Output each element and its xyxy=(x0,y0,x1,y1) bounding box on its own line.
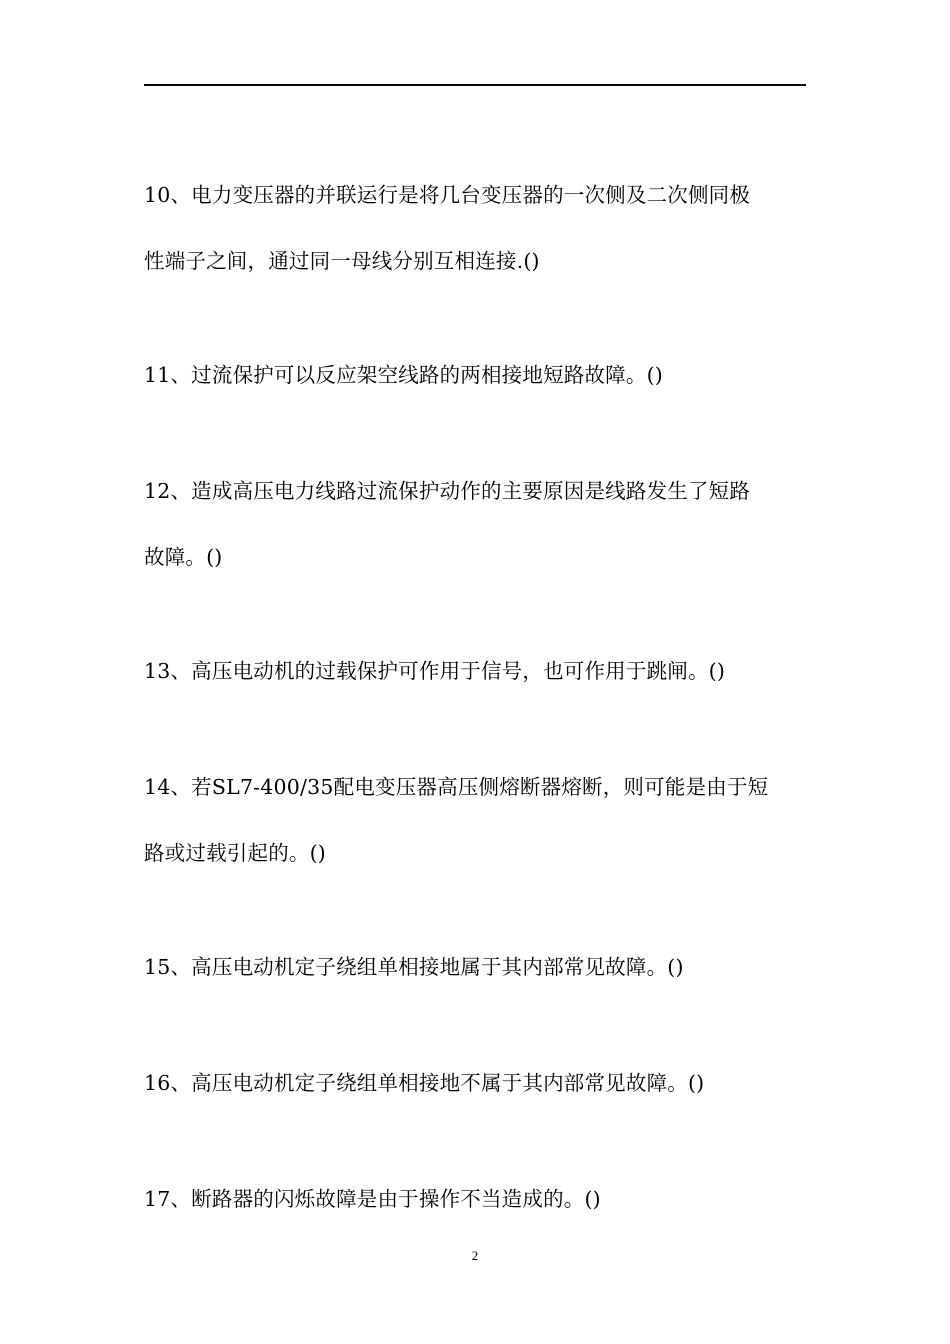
question-line: 12、造成高压电力线路过流保护动作的主要原因是线路发生了短路 xyxy=(144,479,751,503)
page-number: 2 xyxy=(471,1248,479,1263)
question-line: 13、高压电动机的过载保护可作用于信号，也可作用于跳闸。() xyxy=(144,659,726,683)
question-10 xyxy=(144,162,806,294)
question-12 xyxy=(144,458,806,590)
question-line: 路或过载引起的。() xyxy=(144,841,326,865)
question-line: 性端子之间，通过同一母线分别互相连接.() xyxy=(144,249,540,273)
header-rule xyxy=(144,84,806,86)
question-line: 11、过流保护可以反应架空线路的两相接地短路故障。() xyxy=(144,363,663,387)
question-line: 17、断路器的闪烁故障是由于操作不当造成的。() xyxy=(144,1187,601,1211)
question-13 xyxy=(144,638,806,704)
question-line: 15、高压电动机定子绕组单相接地属于其内部常见故障。() xyxy=(144,955,684,979)
question-15 xyxy=(144,934,806,1000)
question-line: 16、高压电动机定子绕组单相接地不属于其内部常见故障。() xyxy=(144,1071,705,1095)
question-line: 10、电力变压器的并联运行是将几台变压器的一次侧及二次侧同极 xyxy=(144,183,751,207)
question-17 xyxy=(144,1166,806,1232)
question-14 xyxy=(144,754,806,886)
question-11 xyxy=(144,342,806,408)
question-16 xyxy=(144,1050,806,1116)
question-line: 14、若SL7-400/35配电变压器高压侧熔断器熔断，则可能是由于短 xyxy=(144,775,769,799)
question-line: 故障。() xyxy=(144,545,223,569)
